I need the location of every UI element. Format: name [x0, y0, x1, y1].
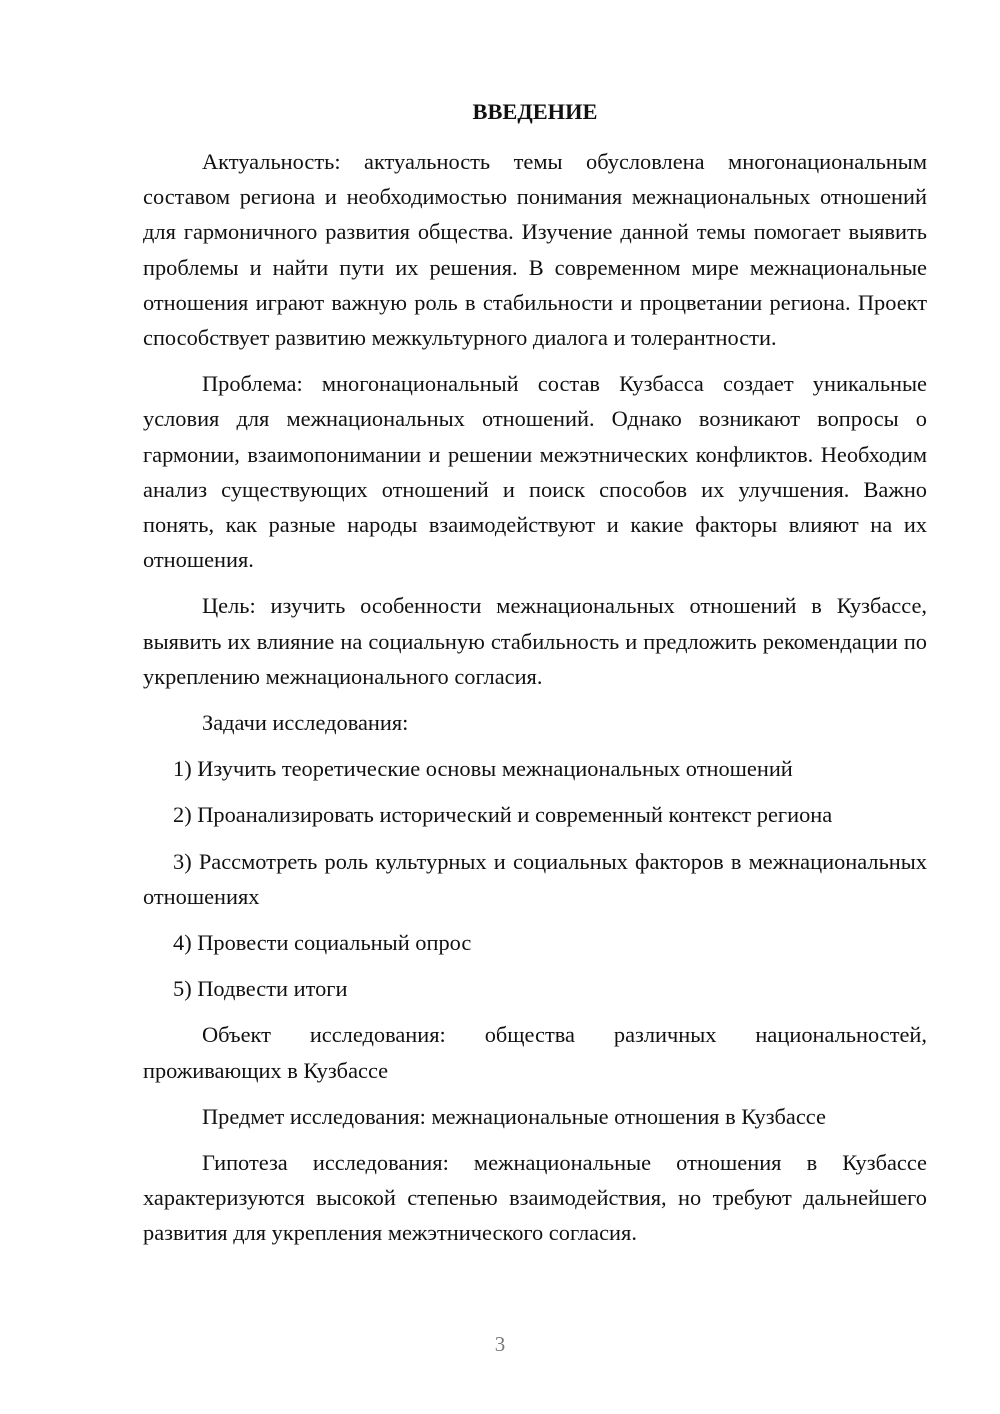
paragraph-problem: Проблема: многонациональный состав Кузбасса создает уникальные условия для межнациональных отношений. Однако возникают вопросы о гармонии, взаимопонимании и решении межэтнических конфликтов. Необходим анализ существующих отношений и поиск способов их улучшения. Важно понять, как разные народы взаимодействуют и какие факторы влияют на их отношения.	[143, 371, 927, 573]
task-item-2: 2) Проанализировать исторический и современный контекст региона	[173, 802, 833, 828]
page-number: 3	[494, 1332, 506, 1356]
task-item-5: 5) Подвести итоги	[173, 976, 348, 1002]
task-item-1: 1) Изучить теоретические основы межнациональных отношений	[173, 756, 793, 782]
paragraph-hypothesis: Гипотеза исследования: межнациональные отношения в Кузбассе характеризуются высокой степенью взаимодействия, но требуют дальнейшего развития для укрепления межэтнического согласия.	[143, 1150, 927, 1246]
paragraph-object: Объект исследования: общества различных национальностей, проживающих в Кузбассе	[143, 1022, 927, 1083]
paragraph-goal: Цель: изучить особенности межнациональных отношений в Кузбассе, выявить их влияние на социальную стабильность и предложить рекомендации по укреплению межнационального согласия.	[143, 593, 927, 689]
task-item-3: 3) Рассмотреть роль культурных и социальных факторов в межнациональных отношениях	[143, 848, 927, 909]
document-body	[143, 94, 927, 1262]
paragraph-relevance: Актуальность: актуальность темы обусловлена многонациональным составом региона и необходимостью понимания межнациональных отношений для гармоничного развития общества. Изучение данной темы помогает выявить проблемы и найти пути их решения. В современном мире межнациональные отношения играют важную роль в стабильности и процветании региона. Проект способствует развитию межкультурного диалога и толерантности.	[143, 149, 927, 351]
paragraph-tasks-heading: Задачи исследования:	[202, 710, 409, 736]
section-title: ВВЕДЕНИЕ	[472, 99, 598, 124]
paragraph-subject: Предмет исследования: межнациональные отношения в Кузбассе	[202, 1103, 826, 1129]
task-item-4: 4) Провести социальный опрос	[173, 930, 472, 956]
